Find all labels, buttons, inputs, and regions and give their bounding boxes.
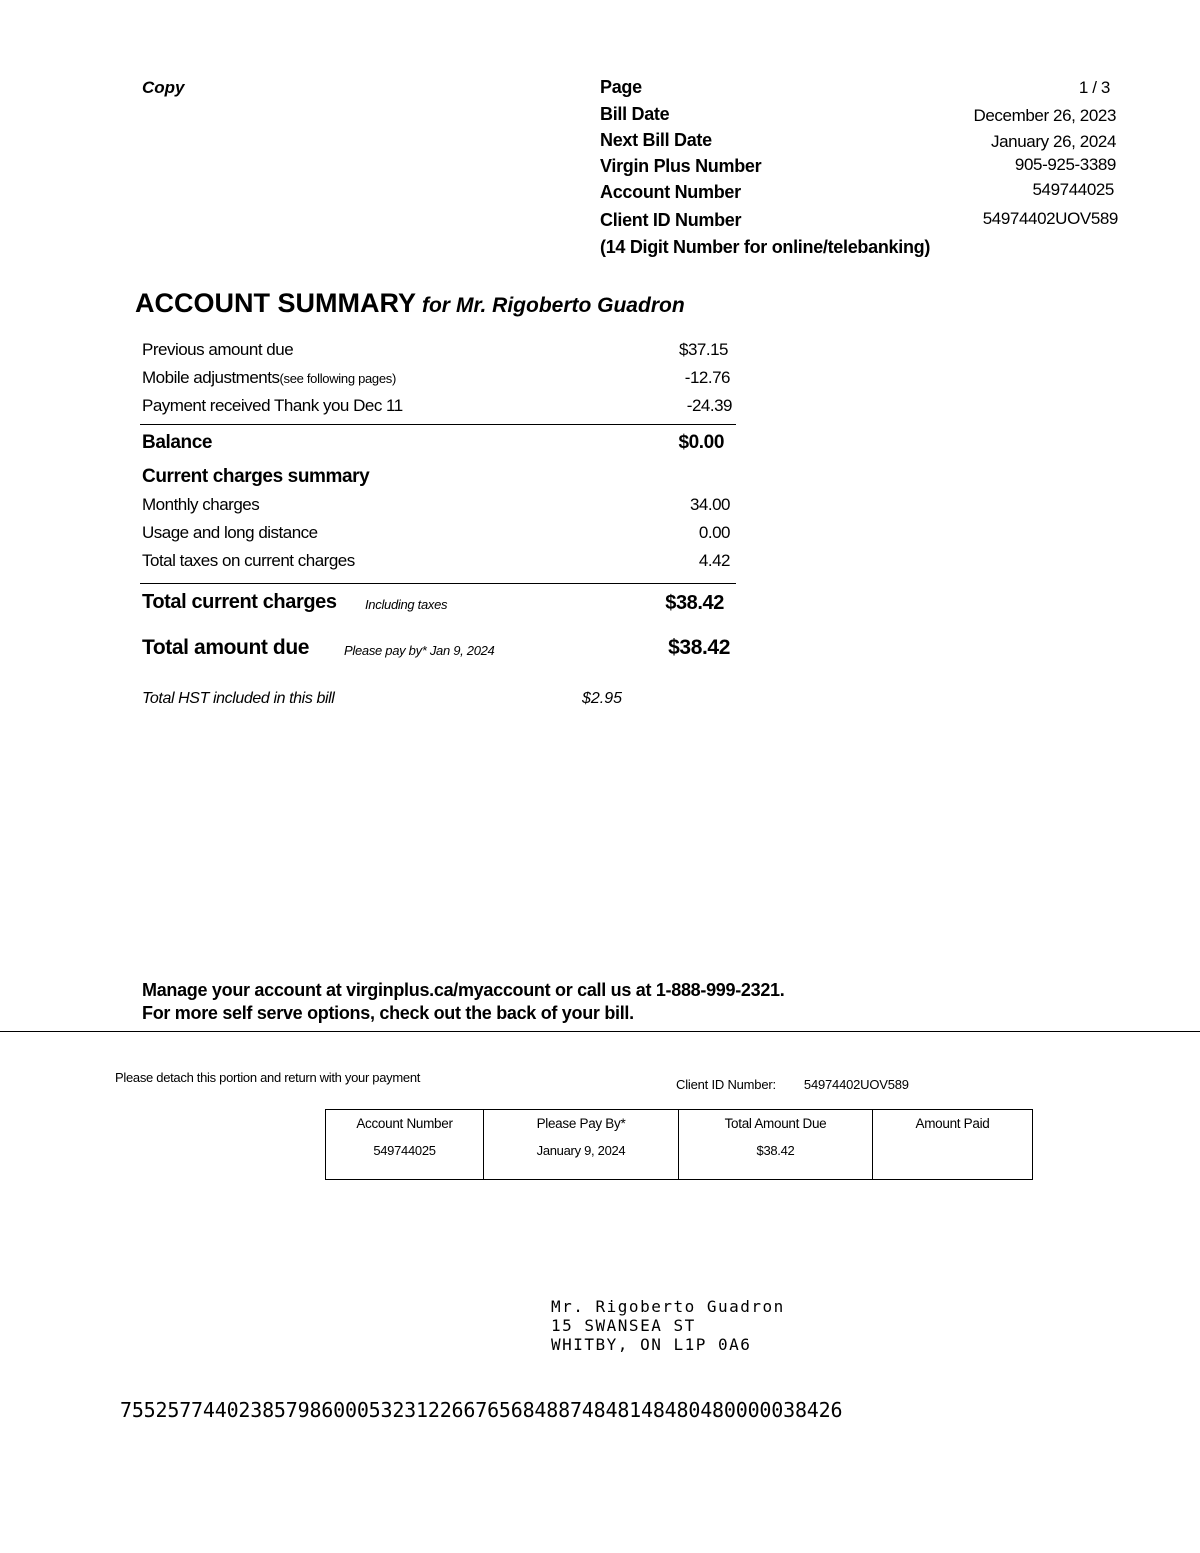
mailing-address <box>551 1297 785 1354</box>
detach-instructions: Please detach this portion and return with your payment <box>115 1070 421 1085</box>
total-current-label: Total current charges <box>142 591 337 613</box>
next-bill-date-value: January 26, 2024 <box>991 132 1116 151</box>
remit-account-value: 549744025 <box>373 1143 436 1158</box>
remit-account-cell <box>326 1110 484 1180</box>
mobile-adjustments-note: (see following pages) <box>279 371 397 386</box>
manage-account-line: Manage your account at virginplus.ca/myaccount or call us at 1-888-999-2321. <box>142 980 785 1000</box>
balance-value: $0.00 <box>678 432 724 453</box>
virgin-plus-number-label: Virgin Plus Number <box>600 156 762 176</box>
hst-value: $2.95 <box>582 690 623 707</box>
client-id-note: (14 Digit Number for online/telebanking) <box>600 237 931 257</box>
taxes-value: 4.42 <box>698 551 730 570</box>
address-line-1: Mr. Rigoberto Guadron <box>551 1297 785 1316</box>
payment-received-label: Payment received Thank you Dec 11 <box>142 396 403 415</box>
total-due-label: Total amount due <box>142 636 310 659</box>
account-summary-title <box>135 288 685 319</box>
client-id-label: Client ID Number <box>600 210 742 230</box>
stub-client-id <box>676 1077 909 1092</box>
hst-label: Total HST included in this bill <box>142 690 335 707</box>
total-current-value: $38.42 <box>665 592 724 614</box>
copy-label: Copy <box>142 78 185 97</box>
remit-total-due-cell <box>679 1110 873 1180</box>
remit-amount-paid-cell[interactable] <box>873 1110 1033 1180</box>
total-due-note: Please pay by* Jan 9, 2024 <box>344 643 495 658</box>
total-current-note: Including taxes <box>365 597 448 612</box>
client-id-value: 54974402UOV589 <box>982 209 1118 228</box>
mobile-adjustments-text: Mobile adjustments <box>142 368 280 387</box>
current-charges-heading: Current charges summary <box>142 466 370 487</box>
account-number-value: 549744025 <box>1032 180 1114 199</box>
payment-received-value: -24.39 <box>686 396 732 415</box>
remit-total-due-value: $38.42 <box>756 1143 795 1158</box>
usage-label: Usage and long distance <box>142 523 318 542</box>
balance-label: Balance <box>142 432 213 453</box>
total-divider <box>140 583 736 584</box>
account-number-label: Account Number <box>600 182 741 202</box>
ocr-scanline: 7552577440238579860005323122667656848874848148480480000038426 <box>120 1398 843 1422</box>
next-bill-date-label: Next Bill Date <box>600 130 712 150</box>
remit-pay-by-header: Please Pay By* <box>536 1116 626 1131</box>
mobile-adjustments-value: -12.76 <box>684 368 730 387</box>
summary-title-text: ACCOUNT SUMMARY <box>135 288 416 318</box>
self-serve-line: For more self serve options, check out the back of your bill. <box>142 1003 634 1023</box>
remittance-table <box>325 1109 1033 1180</box>
monthly-charges-label: Monthly charges <box>142 495 260 514</box>
remit-total-due-header: Total Amount Due <box>724 1116 827 1131</box>
previous-amount-label: Previous amount due <box>142 340 294 359</box>
balance-divider <box>140 424 736 425</box>
address-line-2: 15 SWANSEA ST <box>551 1316 696 1335</box>
remit-pay-by-cell <box>484 1110 679 1180</box>
remit-account-header: Account Number <box>356 1116 453 1131</box>
stub-client-id-label: Client ID Number: <box>676 1077 776 1092</box>
page-label: Page <box>600 77 642 97</box>
remit-pay-by-value: January 9, 2024 <box>536 1143 626 1158</box>
detach-divider <box>0 1031 1200 1032</box>
remit-amount-paid-header: Amount Paid <box>915 1116 990 1131</box>
mobile-adjustments-label <box>142 368 396 388</box>
customer-name: Mr. Rigoberto Guadron <box>455 294 685 317</box>
monthly-charges-value: 34.00 <box>689 495 730 514</box>
taxes-label: Total taxes on current charges <box>142 551 355 570</box>
page-value: 1 / 3 <box>1078 78 1110 97</box>
summary-for: for <box>421 294 450 317</box>
address-line-3: WHITBY, ON L1P 0A6 <box>551 1335 752 1354</box>
previous-amount-value: $37.15 <box>679 340 728 359</box>
usage-value: 0.00 <box>698 523 730 542</box>
stub-client-id-value: 54974402UOV589 <box>803 1077 909 1092</box>
total-due-value: $38.42 <box>668 636 730 659</box>
bill-date-value: December 26, 2023 <box>973 106 1116 125</box>
bill-date-label: Bill Date <box>600 104 670 124</box>
virgin-plus-number-value: 905-925-3389 <box>1014 155 1116 174</box>
